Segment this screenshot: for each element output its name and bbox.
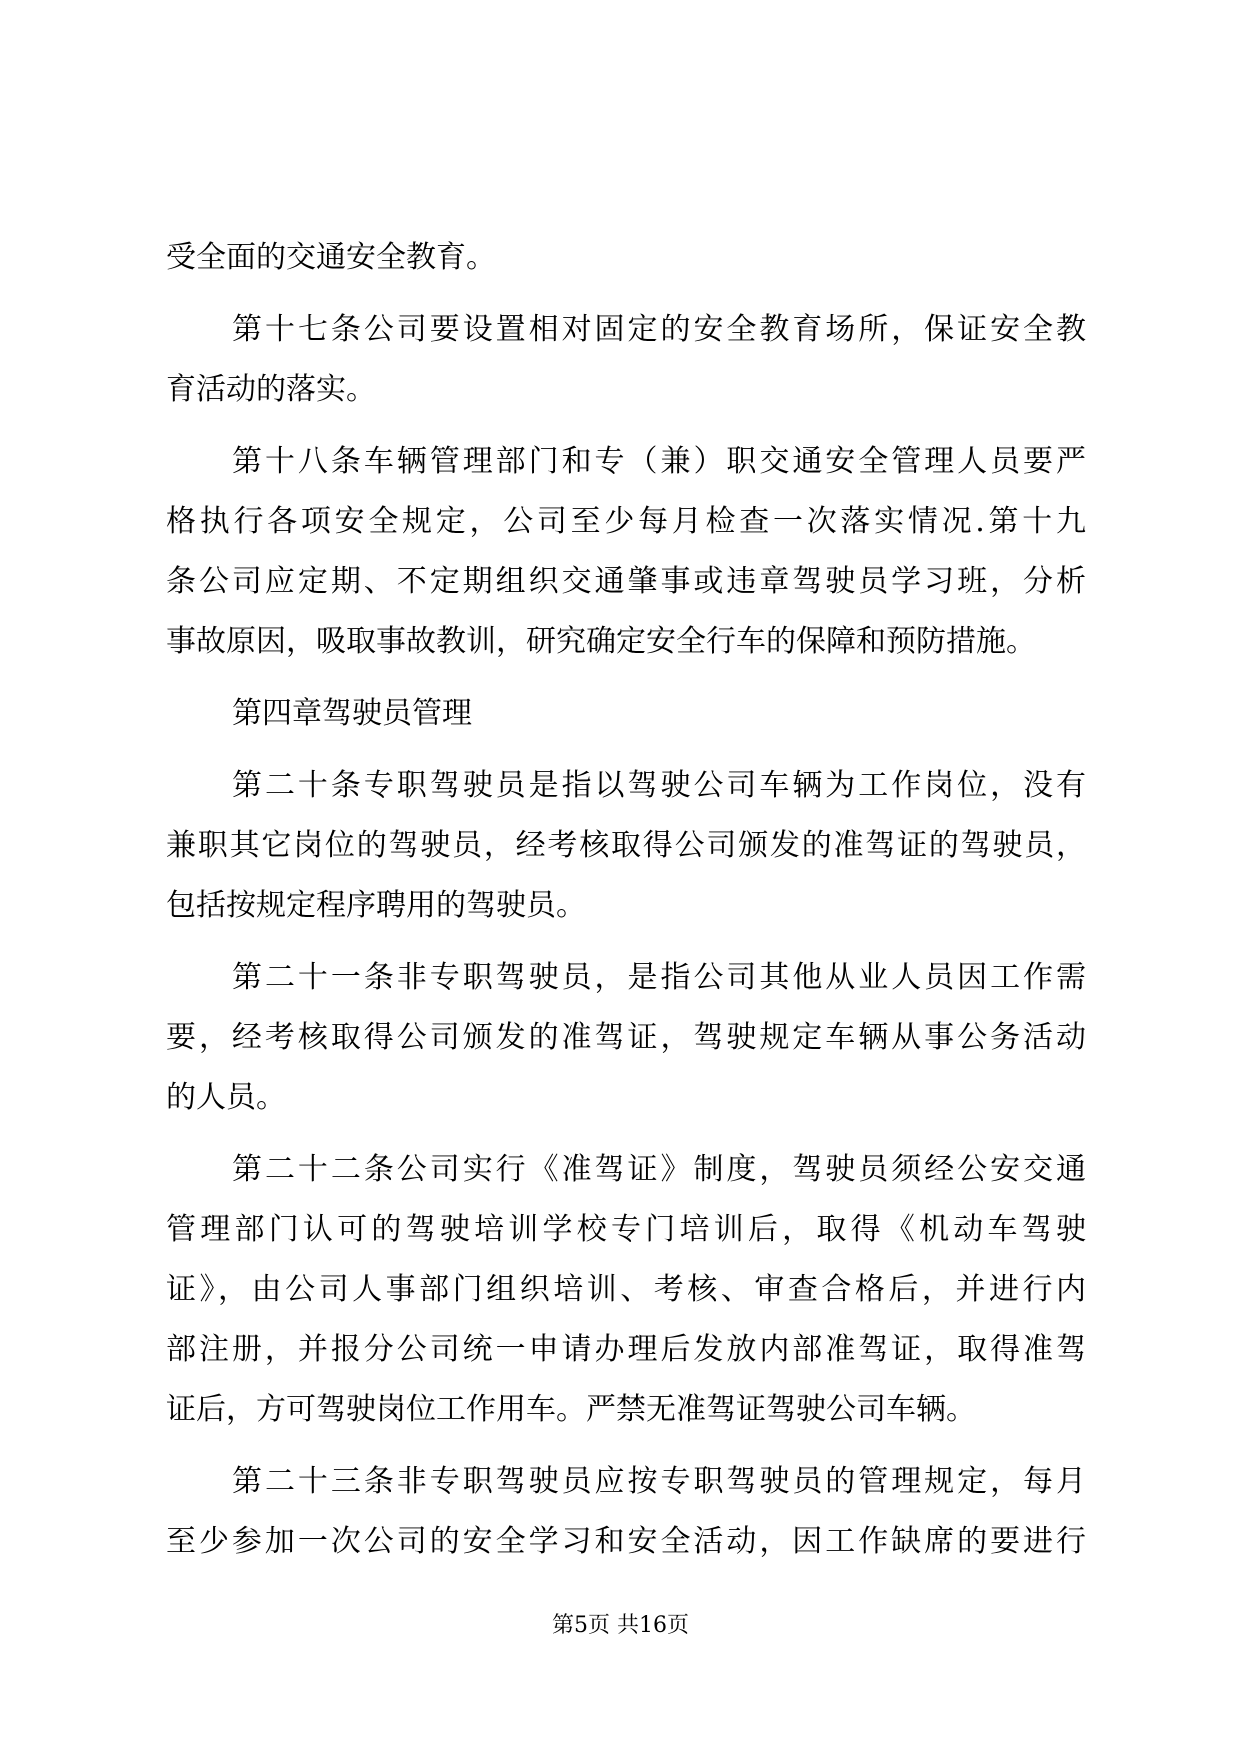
text-line: 第二十条专职驾驶员是指以驾驶公司车辆为工作岗位，没有 xyxy=(232,768,1086,803)
document-body xyxy=(166,228,1086,1572)
text-line: 第二十二条公司实行《准驾证》制度，驾驶员须经公安交通 xyxy=(232,1152,1086,1187)
text-line: 管理部门认可的驾驶培训学校专门培训后，取得《机动车驾驶 xyxy=(166,1212,1086,1247)
text-line: 条公司应定期、不定期组织交通肇事或违章驾驶员学习班，分析 xyxy=(166,564,1086,599)
text-line: 兼职其它岗位的驾驶员，经考核取得公司颁发的准驾证的驾驶员， xyxy=(166,828,1086,863)
text-line: 第十八条车辆管理部门和专（兼）职交通安全管理人员要严 xyxy=(232,444,1086,479)
text-line: 至少参加一次公司的安全学习和安全活动，因工作缺席的要进行 xyxy=(166,1524,1086,1559)
text-line: 第二十一条非专职驾驶员，是指公司其他从业人员因工作需 xyxy=(232,960,1086,995)
chapter-heading: 第四章驾驶员管理 xyxy=(232,696,472,731)
text-line: 包括按规定程序聘用的驾驶员。 xyxy=(166,888,586,923)
text-line: 证》，由公司人事部门组织培训、考核、审查合格后，并进行内 xyxy=(166,1272,1086,1307)
text-line: 要，经考核取得公司颁发的准驾证，驾驶规定车辆从事公务活动 xyxy=(166,1020,1086,1055)
text-line: 受全面的交通安全教育。 xyxy=(166,240,496,275)
text-line: 格执行各项安全规定，公司至少每月检查一次落实情况.第十九 xyxy=(166,504,1086,539)
text-line: 部注册，并报分公司统一申请办理后发放内部准驾证，取得准驾 xyxy=(166,1332,1086,1367)
text-line: 第十七条公司要设置相对固定的安全教育场所，保证安全教 xyxy=(232,312,1086,347)
text-line: 的人员。 xyxy=(166,1080,286,1115)
text-line: 第二十三条非专职驾驶员应按专职驾驶员的管理规定，每月 xyxy=(232,1464,1086,1499)
text-line: 育活动的落实。 xyxy=(166,372,376,407)
text-line: 事故原因，吸取事故教训，研究确定安全行车的保障和预防措施。 xyxy=(166,624,1036,659)
text-line: 证后，方可驾驶岗位工作用车。严禁无准驾证驾驶公司车辆。 xyxy=(166,1392,976,1427)
page-number: 第5页 共16页 xyxy=(552,1613,689,1638)
